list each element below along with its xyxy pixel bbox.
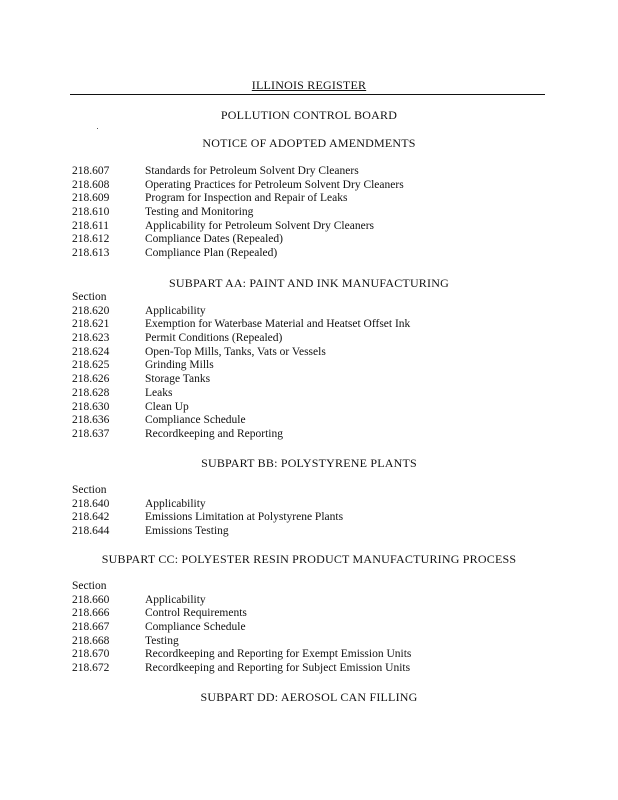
section-number: 218.660 [72,593,110,606]
section-number: 218.628 [72,386,110,399]
section-title: Emissions Limitation at Polystyrene Plants [145,511,344,524]
section-title: Standards for Petroleum Solvent Dry Cleaners [145,165,359,177]
list-item [72,635,552,649]
list-item [72,346,552,360]
section-number: 218.644 [72,525,110,538]
section-title: Permit Conditions (Repealed) [145,332,283,345]
board-name: POLLUTION CONTROL BOARD [220,108,398,122]
list-item [72,607,552,621]
scan-speck [97,128,98,129]
section-number: 218.636 [72,414,110,427]
section-title: Testing and Monitoring [145,206,254,219]
list-item [72,401,552,415]
section-number: 218.623 [72,332,110,345]
subpart-dd-heading: SUBPART DD: AEROSOL CAN FILLING [200,690,418,704]
subpart-aa-section-list [72,291,552,442]
subpart-cc-heading: SUBPART CC: POLYESTER RESIN PRODUCT MANUFACTURING PROCESS [101,552,517,566]
list-item [72,414,552,428]
section-title: Emissions Testing [145,525,229,538]
list-item [72,247,552,261]
register-title: ILLINOIS REGISTER [251,78,367,92]
section-title: Program for Inspection and Repair of Leaks [145,192,348,205]
list-item [72,498,552,512]
section-title: Testing [145,634,179,647]
section-title: Storage Tanks [145,373,211,386]
section-title: Compliance Schedule [145,414,246,427]
section-title: Compliance Schedule [145,621,246,634]
section-title: Recordkeeping and Reporting [145,427,283,440]
section-label: Section [72,484,107,496]
section-number: 218.609 [72,192,110,205]
section-title: Operating Practices for Petroleum Solvent Dry Cleaners [145,178,404,191]
section-number: 218.613 [72,247,110,260]
section-number: 218.624 [72,345,110,358]
section-title: Control Requirements [145,607,247,620]
section-title: Applicability [145,304,206,317]
section-number: 218.670 [72,648,110,661]
section-label: Section [72,580,107,592]
section-number: 218.626 [72,373,110,386]
list-item [72,511,552,525]
section-number: 218.620 [72,304,110,317]
list-item [72,192,552,206]
section-number: 218.608 [72,178,110,191]
list-item [72,594,552,608]
section-title: Recordkeeping and Reporting for Subject Emission Units [145,662,411,675]
list-item [72,525,552,539]
list-item [72,332,552,346]
section-title: Recordkeeping and Reporting for Exempt Emission Units [145,648,412,661]
list-item [72,305,552,319]
list-item [72,359,552,373]
list-item [72,428,552,442]
section-title: Exemption for Waterbase Material and Heatset Offset Ink [145,318,411,331]
subpart-aa-heading: SUBPART AA: PAINT AND INK MANUFACTURING [169,276,449,290]
section-title: Compliance Dates (Repealed) [145,233,283,246]
section-title: Applicability for Petroleum Solvent Dry Cleaners [145,219,374,232]
subpart-bb-section-list [72,484,552,539]
section-title: Applicability [145,593,206,606]
header-divider [70,94,545,95]
intro-section-list [72,165,552,261]
section-number: 218.672 [72,662,110,675]
subpart-bb-heading: SUBPART BB: POLYSTYRENE PLANTS [201,456,417,470]
section-number: 218.610 [72,206,110,219]
list-item [72,662,552,676]
list-item [72,220,552,234]
list-item [72,206,552,220]
section-number: 218.607 [72,165,110,177]
list-item [72,179,552,193]
list-item [72,233,552,247]
section-number: 218.642 [72,511,110,524]
section-title: Open-Top Mills, Tanks, Vats or Vessels [145,345,326,358]
list-item [72,318,552,332]
section-number: 218.611 [72,219,109,232]
list-item [72,648,552,662]
section-number: 218.668 [72,634,110,647]
section-number: 218.637 [72,427,110,440]
section-title: Compliance Plan (Repealed) [145,247,278,260]
section-number: 218.666 [72,607,110,620]
section-number: 218.630 [72,400,110,413]
section-number: 218.640 [72,497,110,510]
subpart-cc-section-list [72,580,552,676]
section-number: 218.612 [72,233,110,246]
section-title: Grinding Mills [145,359,214,372]
section-number: 218.621 [72,318,110,331]
notice-heading: NOTICE OF ADOPTED AMENDMENTS [202,136,416,150]
section-title: Leaks [145,386,173,399]
list-item [72,373,552,387]
list-item [72,387,552,401]
section-title: Applicability [145,497,206,510]
list-item [72,165,552,179]
section-label: Section [72,291,107,303]
list-item [72,621,552,635]
section-title: Clean Up [145,400,189,413]
section-number: 218.667 [72,621,110,634]
section-number: 218.625 [72,359,110,372]
